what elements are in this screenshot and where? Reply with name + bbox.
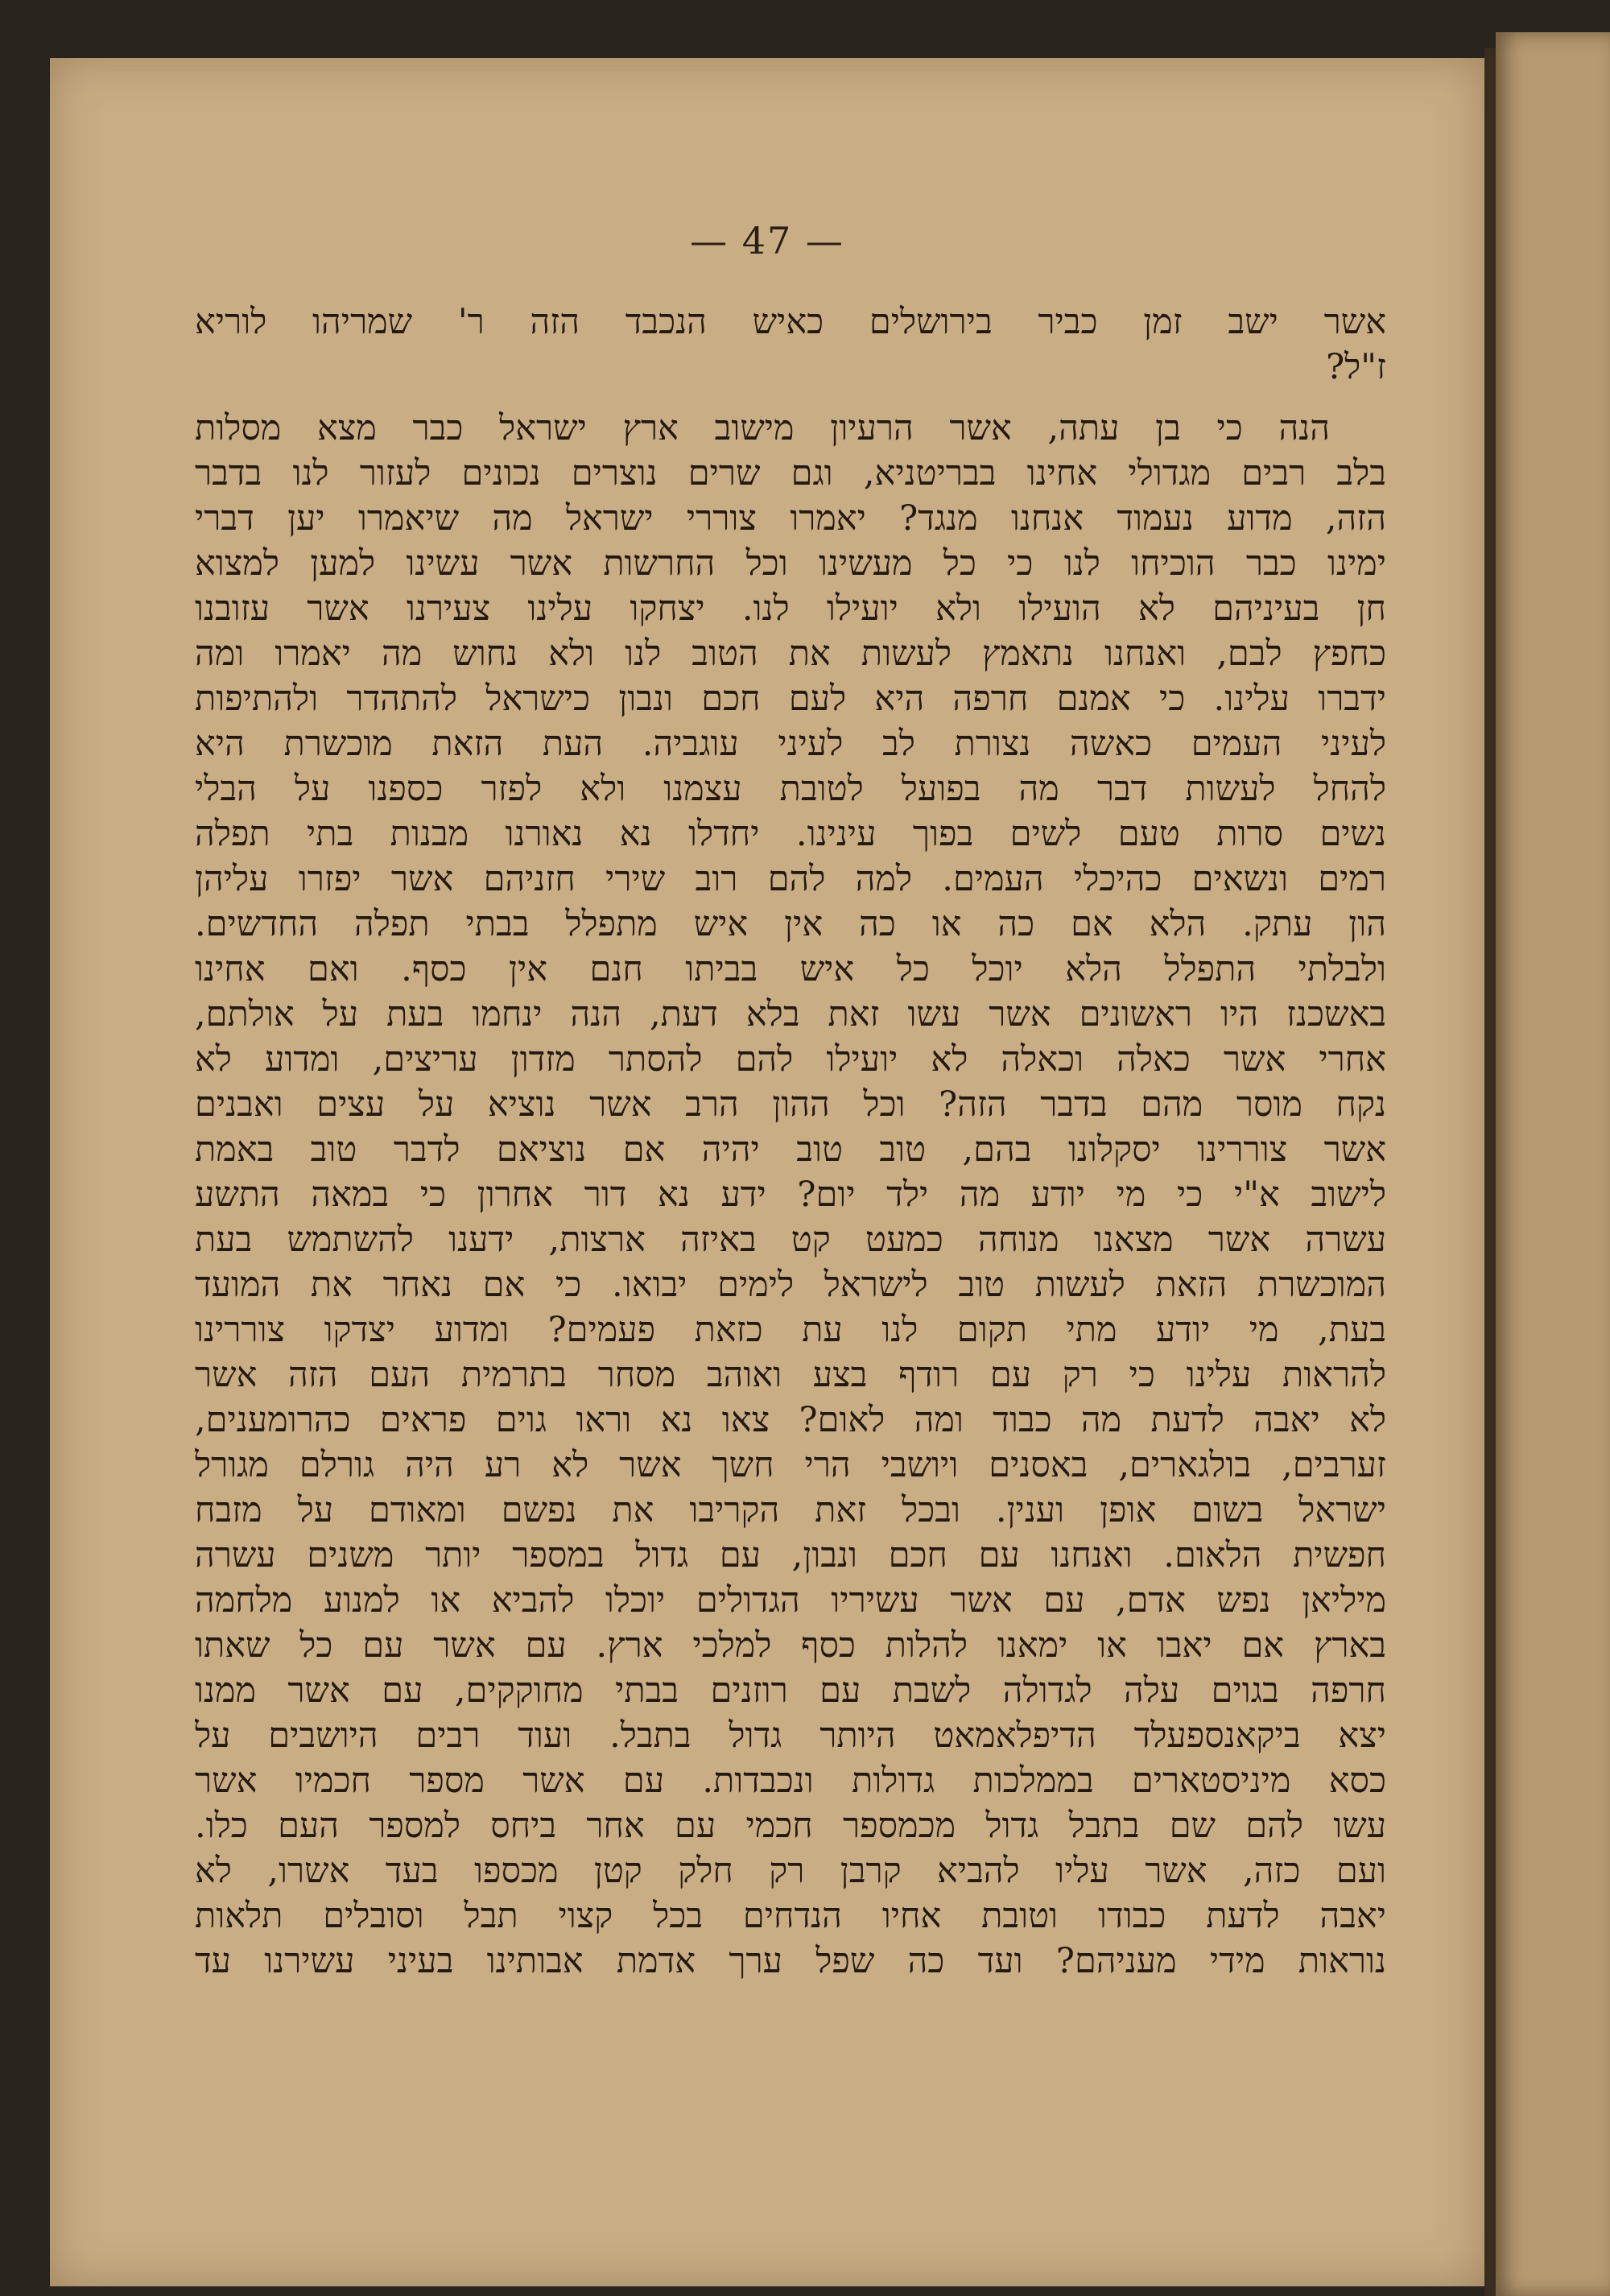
text-line: ולבלתי התפלל הלא יוכל כל איש בביתו חנם אין כסף. ואם אחינו — [195, 949, 1386, 989]
text-line: חרפה בגוים עלה לגדולה לשבת עם רוזנים בבתי מחוקקים, עם אשר ממנו — [195, 1670, 1386, 1711]
text-line: עשרה אשר מצאנו מנוחה כמעט קט באיזה ארצות, ידענו להשתמש בעת — [195, 1220, 1386, 1260]
text-line: ישראל בשום אופן וענין. ובכל זאת הקריבו את נפשם ומאודם על מזבח — [195, 1490, 1386, 1530]
page-number: — 47 — — [690, 219, 844, 262]
text-line: חן בעיניהם לא הועילו ולא יועילו לנו. יצחקו עלינו צעירנו אשר עזובנו — [195, 588, 1386, 629]
text-line: בעת, מי יודע מתי תקום לנו עת כזאת פעמים? ומדוע יצדקו צוררינו — [195, 1310, 1386, 1350]
text-line: רמים ונשאים כהיכלי העמים. למה להם רוב שירי חזניהם אשר יפזרו עליהן — [195, 859, 1386, 899]
text-line: זערבים, בולגארים, באסנים ויושבי הרי חשך אשר לא רע היה גורלם מגורל — [195, 1445, 1386, 1485]
text-line: אשר ישב זמן כביר בירושלים כאיש הנכבד הזה ר' שמריהו לוריא — [195, 302, 1386, 342]
text-line: כחפץ לבם, ואנחנו נתאמץ לעשות את הטוב לנו ולא נחוש מה יאמרו ומה — [195, 634, 1386, 674]
text-line: מיליאן נפש אדם, עם אשר עשיריו הגדולים יוכלו להביא או למנוע מלחמה — [195, 1580, 1386, 1621]
text-line: בלב רבים מגדולי אחינו בבריטניא, וגם שרים נוצרים נכונים לעזור לנו בדבר — [195, 453, 1386, 493]
text-line: כסא מיניסטארים בממלכות גדולות ונכבדות. עם אשר מספר חכמיו אשר — [195, 1761, 1386, 1801]
text-line: להראות עלינו כי רק עם רודף בצע ואוהב מסחר בתרמית העם הזה אשר — [195, 1355, 1386, 1395]
facing-page-edge — [1496, 32, 1610, 2296]
text-line: הון עתק. הלא אם כה או כה אין איש מתפלל בבתי תפלה החדשים. — [195, 904, 1386, 944]
text-line: חפשית הלאום. ואנחנו עם חכם ונבון, עם גדול במספר יותר משנים עשרה — [195, 1535, 1386, 1575]
text-line: בארץ אם יאבו או ימאנו להלות כסף למלכי ארץ. עם אשר עם כל שאתו — [195, 1625, 1386, 1666]
text-line: הנה כי בן עתה, אשר הרעיון מישוב ארץ ישראל כבר מצא מסלות — [195, 408, 1330, 448]
text-line: ז"ל? — [1326, 347, 1386, 387]
text-line: אשר צוררינו יסקלונו בהם, טוב טוב יהיה אם נוציאם לדבר טוב באמת — [195, 1129, 1386, 1170]
text-line: ימינו כבר הוכיחו לנו כי כל מעשינו וכל החרשות אשר עשינו למען למצוא — [195, 543, 1386, 584]
book-spine — [1484, 48, 1496, 2296]
text-line: יצא ביקאנספעלד הדיפלאמאט היותר גדול בתבל. ועוד רבים היושבים על — [195, 1716, 1386, 1756]
text-line: לעיני העמים כאשה נצורת לב לעיני עוגביה. העת הזאת מוכשרת היא — [195, 724, 1386, 764]
text-line: נשים סרות טעם לשים בפוך עינינו. יחדלו נא נאורנו מבנות בתי תפלה — [195, 814, 1386, 854]
text-line: באשכנז היו ראשונים אשר עשו זאת בלא דעת, הנה ינחמו בעת על אולתם, — [195, 994, 1386, 1034]
book-page — [50, 58, 1484, 2286]
text-line: הזה, מדוע נעמוד אנחנו מנגד? יאמרו צוררי ישראל מה שיאמרו יען דברי — [195, 498, 1386, 539]
text-line: נוראות מידי מעניהם? ועד כה שפל ערך אדמת אבותינו בעיני עשירנו עד — [195, 1941, 1386, 1981]
text-line: להחל לעשות דבר מה בפועל לטובת עצמנו ולא לפזר כספנו על הבלי — [195, 769, 1386, 809]
text-line: אחרי אשר כאלה וכאלה לא יועילו להם להסתר מזדון עריצים, ומדוע לא — [195, 1039, 1386, 1080]
text-line: ועם כזה, אשר עליו להביא קרבן רק חלק קטן מכספו בעד אשרו, לא — [195, 1851, 1386, 1891]
text-line: לישוב א"י כי מי יודע מה ילד יום? ידע נא דור אחרון כי במאה התשע — [195, 1175, 1386, 1215]
text-line: עשו להם שם בתבל גדול מכמספר חכמי עם אחר ביחס למספר העם כלו. — [195, 1806, 1386, 1846]
text-line: המוכשרת הזאת לעשות טוב לישראל לימים יבואו. כי אם נאחר את המועד — [195, 1265, 1386, 1305]
body-text — [195, 299, 1386, 1984]
text-line: נקח מוסר מהם בדבר הזה? וכל ההון הרב אשר נוציא על עצים ואבנים — [195, 1084, 1386, 1125]
text-line: יאבה לדעת כבודו וטובת אחיו הנדחים בכל קצוי תבל וסובלים תלאות — [195, 1896, 1386, 1936]
text-line: לא יאבה לדעת מה כבוד ומה לאום? צאו נא וראו גוים פראים כהרומענים, — [195, 1400, 1386, 1440]
text-line: ידברו עלינו. כי אמנם חרפה היא לעם חכם ונבון כישראל להתהדר ולהתיפות — [195, 679, 1386, 719]
